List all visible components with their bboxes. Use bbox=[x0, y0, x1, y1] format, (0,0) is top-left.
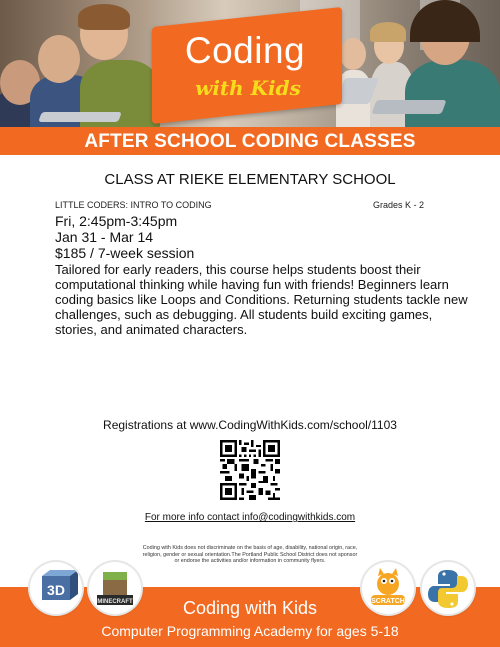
footer-title: Coding with Kids bbox=[182, 598, 318, 618]
course-description: Tailored for early readers, this course helps students boost their computational thinking while having fun with friends! Beginners learn coding basics like Loops and Conditions. Returning students tackle new challenges, such as debugging. All students build exciting games, stories, and animated characters. bbox=[55, 262, 468, 337]
banner-title: AFTER SCHOOL CODING CLASSES bbox=[84, 131, 416, 152]
footer-subtitle: Computer Programming Academy for ages 5-18 bbox=[101, 623, 399, 639]
qr-code[interactable] bbox=[220, 440, 280, 500]
svg-text:3D: 3D bbox=[47, 582, 65, 598]
logo-subtitle: with Kids bbox=[195, 76, 301, 100]
contact-link[interactable]: For more info contact info@codingwithkids.com bbox=[144, 512, 356, 523]
course-dates: Jan 31 - Mar 14 bbox=[55, 229, 154, 245]
course-grades: Grades K - 2 bbox=[373, 200, 425, 210]
minecraft-label: MINECRAFT bbox=[97, 599, 133, 605]
logo-title: Coding bbox=[184, 30, 306, 71]
course-time: Fri, 2:45pm-3:45pm bbox=[55, 213, 178, 229]
school-name: CLASS AT RIEKE ELEMENTARY SCHOOL bbox=[104, 171, 396, 188]
disclaimer-text: Coding with Kids does not discriminate on the basis of age, disability, national origin, race, religion, gender or sexual orientation.The Portland Public School District does not sponsor or endorse the activities and/or information in community flyers. bbox=[142, 545, 358, 565]
scratch-label: SCRATCH bbox=[371, 598, 405, 605]
course-price: $185 / 7-week session bbox=[55, 245, 195, 261]
registration-text[interactable]: Registrations at www.CodingWithKids.com/school/1103 bbox=[103, 418, 397, 432]
course-name: LITTLE CODERS: INTRO TO CODING bbox=[55, 200, 212, 210]
